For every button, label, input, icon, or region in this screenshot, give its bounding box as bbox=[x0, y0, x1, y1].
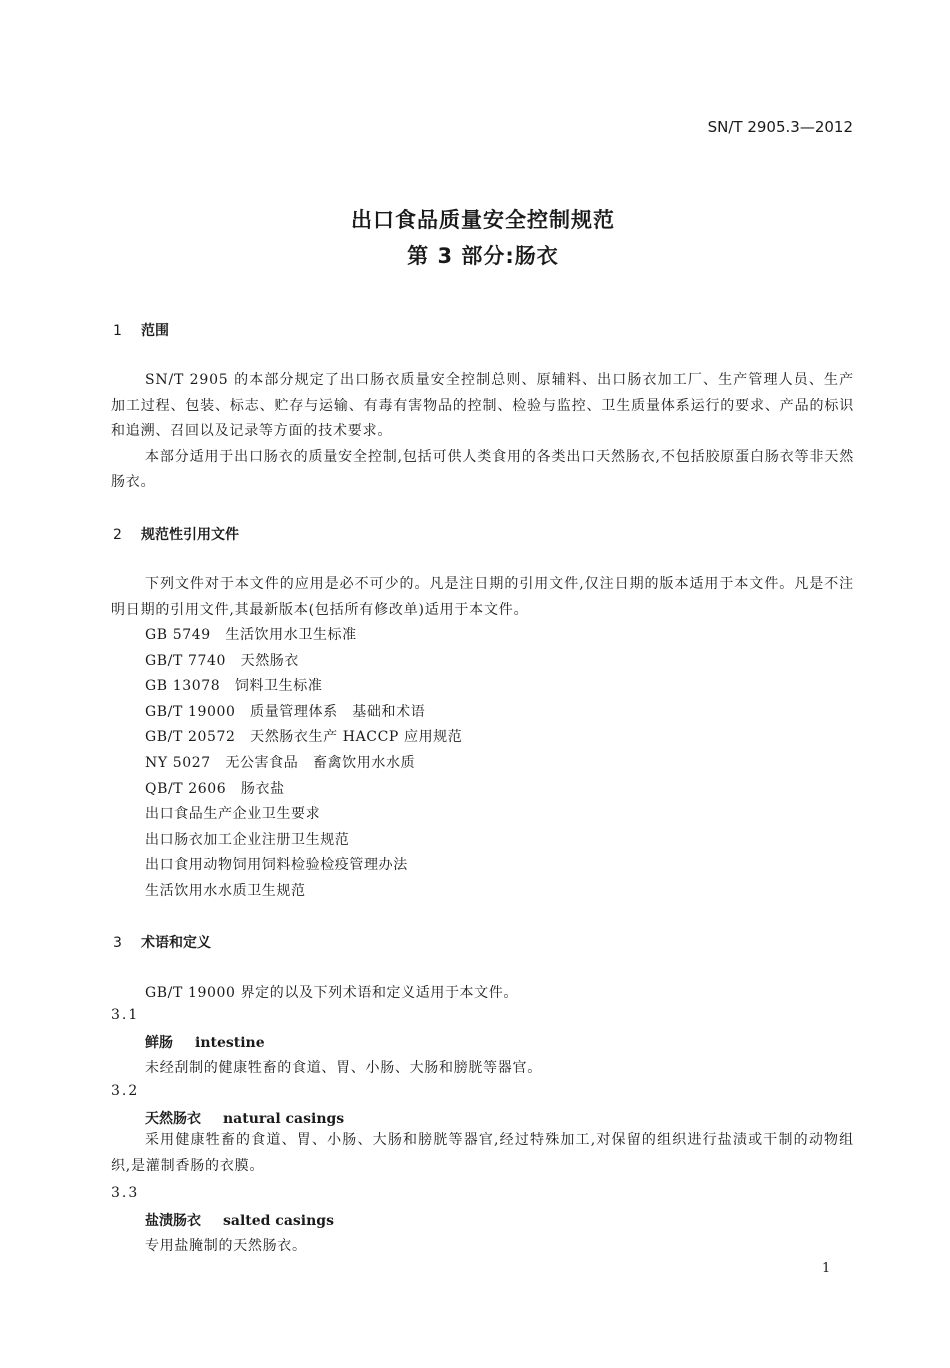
reference-item: GB/T 7740 天然肠衣 bbox=[145, 652, 300, 669]
reference-item: GB/T 19000 质量管理体系 基础和术语 bbox=[145, 703, 426, 720]
reference-item: 出口肠衣加工企业注册卫生规范 bbox=[145, 831, 350, 848]
reference-item: NY 5027 无公害食品 畜禽饮用水水质 bbox=[145, 754, 416, 771]
section-2-heading bbox=[113, 524, 239, 544]
term-definition: 采用健康牲畜的食道、胃、小肠、大肠和膀胱等器官,经过特殊加工,对保留的组织进行盐渍或干制的动物组织,是灌制香肠的衣膜。 bbox=[111, 1132, 854, 1174]
section-title: 范围 bbox=[141, 323, 169, 339]
section-2-intro bbox=[111, 572, 854, 623]
term-chinese: 天然肠衣 bbox=[145, 1111, 201, 1127]
document-subtitle: 第 3 部分:肠衣 bbox=[407, 244, 559, 268]
term-number: 3.1 bbox=[111, 1007, 140, 1023]
reference-item: GB 13078 饲料卫生标准 bbox=[145, 678, 323, 695]
section-1-body bbox=[111, 368, 854, 496]
section-title: 规范性引用文件 bbox=[141, 527, 239, 543]
reference-list bbox=[145, 623, 462, 905]
paragraph: 下列文件对于本文件的应用是必不可少的。凡是注日期的引用文件,仅注日期的版本适用于本文件。凡是不注明日期的引用文件,其最新版本(包括所有修改单)适用于本文件。 bbox=[111, 576, 854, 618]
term-heading bbox=[145, 1108, 344, 1128]
term-number: 3.2 bbox=[111, 1083, 140, 1099]
section-3-heading bbox=[113, 932, 211, 952]
term-heading bbox=[145, 1210, 334, 1230]
term-chinese: 盐渍肠衣 bbox=[145, 1213, 201, 1229]
section-number: 2 bbox=[113, 527, 122, 543]
reference-item: GB/T 20572 天然肠衣生产 HACCP 应用规范 bbox=[145, 729, 463, 746]
term-definition: 专用盐腌制的天然肠衣。 bbox=[145, 1238, 307, 1254]
term-heading bbox=[145, 1032, 265, 1052]
term-english: salted casings bbox=[223, 1213, 334, 1229]
document-title: 出口食品质量安全控制规范 bbox=[351, 208, 615, 232]
section-number: 1 bbox=[113, 323, 122, 339]
paragraph: 本部分适用于出口肠衣的质量安全控制,包括可供人类食用的各类出口天然肠衣,不包括胶原蛋白肠衣等非天然肠衣。 bbox=[111, 448, 854, 490]
term-number: 3.3 bbox=[111, 1185, 140, 1201]
term-chinese: 鲜肠 bbox=[145, 1035, 173, 1051]
reference-item: QB/T 2606 肠衣盐 bbox=[145, 780, 285, 797]
term-english: natural casings bbox=[223, 1111, 345, 1127]
term-definition-block bbox=[111, 1128, 854, 1179]
reference-item: 生活饮用水水质卫生规范 bbox=[145, 882, 306, 899]
page-number: 1 bbox=[822, 1261, 831, 1276]
term-english: intestine bbox=[195, 1035, 265, 1051]
term-definition: 未经刮制的健康牲畜的食道、胃、小肠、大肠和膀胱等器官。 bbox=[145, 1060, 542, 1076]
section-3-intro: GB/T 19000 界定的以及下列术语和定义适用于本文件。 bbox=[145, 985, 518, 1001]
section-number: 3 bbox=[113, 935, 122, 951]
reference-item: 出口食品生产企业卫生要求 bbox=[145, 806, 321, 823]
reference-item: GB 5749 生活饮用水卫生标准 bbox=[145, 627, 357, 643]
section-1-heading bbox=[113, 320, 169, 340]
document-number: SN/T 2905.3—2012 bbox=[707, 118, 853, 136]
reference-item: 出口食用动物饲用饲料检验检疫管理办法 bbox=[145, 857, 408, 874]
section-title: 术语和定义 bbox=[141, 935, 211, 951]
paragraph: SN/T 2905 的本部分规定了出口肠衣质量安全控制总则、原辅料、出口肠衣加工厂、生产管理人员、生产加工过程、包装、标志、贮存与运输、有毒有害物品的控制、检验与监控、卫生质量体系运行的要求、产品的标识和追溯、召回以及记录等方面的技术要求。 bbox=[111, 372, 854, 439]
